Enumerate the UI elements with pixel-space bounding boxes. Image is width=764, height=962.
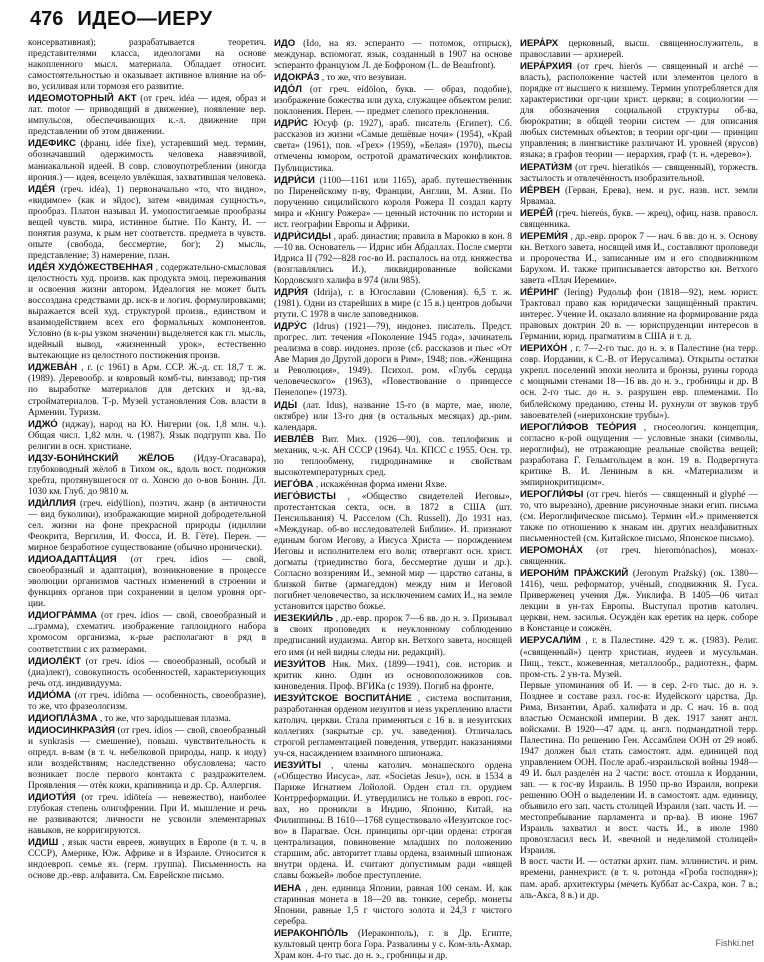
entry-definition: Вит. Мих. (1926—90), сов. теплофизик и механик, ч.-к. АН СССР (1964). Чл. КПСС с 1955. Осн. тр. по теплообмену, гидродинамике и свойствам высокотемпературных сред. (274, 434, 513, 478)
entry-definition: церковный, высш. священнослужитель, в православии — архиерей. (520, 39, 758, 61)
entry-headword: ИДИОЛЕ́КТ (28, 655, 81, 667)
dictionary-entry (274, 693, 512, 760)
dictionary-entry (520, 162, 758, 185)
entry-definition: (от греч. ídios — свой, своеобразный и synkrasis — смешение), повыш. чувствительность к опредл. в-вам (в т. ч. небелковой природы, напр. к иоду) или воздействиям; наследственно обусловлена; часто возникает после первого контакта с раздражителем. Проявления — отёк кожи, крапивница и др. Ср. Аллергия. (28, 725, 267, 792)
dictionary-entry (28, 453, 266, 498)
dictionary-entry (28, 38, 266, 93)
watermark: Fishki.net (715, 938, 754, 948)
entry-headword: ИДРИ́С (274, 118, 308, 130)
entry-headword: ИЕРОНИ́М ПРА́ЖСКИЙ (520, 568, 629, 580)
entry-definition: , гносеологич. концепция, согласно к-рой ощущения — условные знаки (символы, иероглифы), не отражающие реальные свойства вещей; разработана Г. Гельмгольцем в кон. 19 в. Подвергнута критике В. И. Лениным в кн. «Материализм и эмпириокритицизм». (520, 422, 758, 488)
entry-definition: (Иераконполь), г. в Др. Египте, культовый центр бога Гора. Развалины у с. Ком-эль-Ахмар. Храм кон. 4-го тыс. до н. э., гробницы и др. (274, 928, 512, 961)
entry-definition: , содержательно-смысловая целостность худ. произв. как продукта эмоц. переживания и освоения жизни автором. Идеалогия не может быть воссоздана средствами др. иск-в и логич. формулировками; выражается всей худ. структурой произв., единством и взаимодействием всех его формальных компонентов. Условно (в к-ры узком значении) выделяется как гл. мысль, идейный вывод, «жизненный урок», естественно вытекающие из целостного постижения произв. (28, 262, 267, 362)
dictionary-entry (520, 681, 758, 858)
entry-definition: , др.-евр. пророк 7 — нач. 6 вв. до н. э. Основу кн. Ветхого завета, носящей имя И., составляют проповеди и пророчества И., записанные им и его сподвижником Барухом. И. также приписывается авторство кн. Ветхого завета «Плач Иеремии». (520, 231, 758, 286)
dictionary-entry (520, 208, 758, 231)
entry-headword: ИЕЗЕКИИ́ЛЬ (274, 613, 333, 625)
dictionary-entry (274, 613, 512, 658)
entry-headword: ИЕГО́ВА (274, 478, 314, 490)
dictionary-entry (28, 792, 266, 837)
entry-definition: , г. (с 1961) в Арм. ССР. Ж.-д. ст. 18,7 т. ж. (1989). Деревообр. и ковровый комб-ты, винзавод; пр-тия по выработке материалов для детских и зд.-ва, стройматериалов. Т-р. Музей установления Сов. власти в Армении. Туризм. (28, 363, 267, 418)
entry-definition: (Ido, на яз. эсперанто — потомок, отпрыск), междунар. вспомогат. язык, созданный в 1907 на основе эсперанто французом Л. де Бофроном (L. de Beaufront). (274, 39, 512, 72)
entry-definition: , «Общество свидетелей Иеговы», протестантская секта, осн. в 1872 в США (шт. Пенсильвания) Ч. Расселом (Ch. Russell). До 1931 наз. «Междунар. об-во исследователей Библии». И. признают единым богом Иегову, а Иисуса Христа — порождением Иеговы и исполнителем его воли; отвергают осн. христ. догматы (триединство бога, бессмертие души и др.). Согласно воззрениям И., земной мир — царство сатаны, в близкой битве (армагеддон) между ним и Иеговой погибнет человечество, за исключением самих И., на земле установится царство божье. (274, 491, 513, 613)
entry-definition: (греч. hiereús, букв. — жрец), офиц. назв. правосл. священника. (520, 208, 758, 230)
entry-definition: (от греч. hieromónachos), монах-священник. (520, 546, 759, 568)
page-number: 476 (30, 8, 64, 30)
dictionary-entry (274, 231, 512, 287)
entry-definition: (от греч. ídios — свой, своеобразный и адаптация), возникновение в процессе эволюции организмов частных изменений в строении и функциях органов при сохранении в целом уровня орг-ции. (28, 555, 267, 610)
entry-headword: ИДИОПЛА́ЗМА (28, 712, 98, 724)
entry-headword: ИДИОАДАПТА́ЦИЯ (28, 554, 117, 566)
dictionary-entry (520, 857, 758, 901)
entry-definition: (от греч. idéa — идея, образ и лат. motor — приводящий в движение), появление вер. импульсов, обеспечивающих к.-л. движение при представлении об этом движении. (28, 94, 266, 138)
entry-definition: , система воспитания, разработанная орденом иезуитов и иезs укреплению власти католич. церкви. Стала применяться с 16 в. в иезуитских коллегиях (закрытые ср. уч. заведения). Отличалась строгой регламентацией поведения, утвердит. наказаниями уч-ся, насаждением взаимного шпионажа. (274, 693, 512, 759)
entry-headword: ИДИ́ЛЛИЯ (28, 497, 76, 509)
entry-definition: (Idrija), г. в Югославии (Словения). 6,5 т. ж. (1981). Одни из старейших в мире (с 15 в.) центров добычи ртути. С 1978 в числе заповедников. (274, 288, 513, 321)
entry-headword: ИДЫ́ (274, 399, 298, 411)
entry-definition: (от греч. hierós — священный и arché — власть), расположение частей или элементов целого в порядке от высшего к низшему. Термин употребляется для характеристики орг-ции христ. церкви; в социологии — для обозначения социальной структуры об-ва, бюрократии; в общей теории систем — для описания любых системных объектов; в теории орг-ции — принцип управления; в лингвистике различают И. уровней (ярусов) языка; в графов теории — иерархия, граф (т. н. «дерево»). (520, 62, 759, 161)
entry-headword: ИДОКРА́З (274, 72, 320, 84)
entry-definition: , араб. династия; правила в Марокко в кон. 8—10 вв. Основатель — Идрис ибн Абдаллах. После смерти Идриса II (792—828 гос-во И. распалось на отд. княжества (возглавлялись И.), ликвидированные войсками Кордовского халифа в 974 (или 985). (274, 231, 512, 286)
dictionary-entry (28, 138, 266, 183)
entry-definition: (от греч. hieratikós — священный), торжеств. застылость и отвлечённость изобразительной. (520, 162, 758, 184)
dictionary-entry (28, 262, 266, 362)
entry-definition: (Jeronym Pražský) (ок. 1380—1416), чеш. реформатор, учёный, сподвижник Я. Гуса. Приверженец учения Дж. Уиклифа. В 1405—06 читал лекции в ун-тах Европы. Выступал против католич. церкви, нем. засилья. Осуждён как еретик на церк. соборе в Констанце и сожжён. (520, 569, 759, 635)
dictionary-entry (274, 883, 512, 928)
entry-headword: ИДЗУ-БОНИ́НСКИЙ ЖЁЛОБ (28, 452, 175, 464)
entry-definition: Юсуф (р. 1927), араб. писатель (Египет). Сб. рассказов из жизни «Самые дешёвые ночи» (1954), «Край света» (1961), пов. «Грех» (1959), «Белая» (1970), пьесы отмечены юмором, остротой драматических конфликтов. Публицистика. (274, 119, 512, 174)
entry-definition: консервативная); разрабатывается теоретич. представителями класса, идеологами на основе накопленного мысл. материала. Обладает относит. самостоятельностью и оказывает активное влияние на об-во, усиливая или тормозя его развитие. (28, 38, 266, 93)
entry-headword: ИЕНА (274, 882, 302, 894)
entry-definition: (греч. eidýllion), поэтич. жанр (в античности — вид буколики), изображающие мирной добродетельной сел. жизни на фоне прекрасной природы (идиллии Феокрита, Вергилия, И. Фосса, И. В. Гёте). Перен. — мирное безработное существование (обычно иронически). (28, 498, 266, 554)
dictionary-entry (274, 321, 512, 399)
entry-headword: ИДРИ́СИ (274, 174, 315, 186)
entry-definition: (от греч. eídōlon, букв. — образ, подобие), изображение божества или духа, служащее объектом религ. поклонения. Перен. — предмет слепого преклонения. (274, 85, 513, 118)
entry-definition: , др.-евр. пророк 7—6 вв. до н. э. Призывал в своих проповедях к неуклонному соблюдению предписаний иудаизма. Автор кн. Ветхого завета, носящей его имя (и ней видны следы ни. редакций). (274, 614, 513, 658)
entry-headword: ИЕ́РИНГ (520, 287, 559, 299)
entry-definition: , г. в Палестине. 429 т. ж. (1983). Религ. («священный») центр христиан, иудеев и мусульман. Пищ., текст., кожевенная, металлообр., радиотехн., фарм. пром-сть. 2 ун-та. Музей. (520, 636, 758, 680)
entry-headword: ИЕЗУИ́ТСКОЕ ВОСПИТА́НИЕ (274, 692, 412, 704)
dictionary-entry (28, 362, 266, 418)
dictionary-entry (520, 635, 758, 680)
dictionary-entry (520, 422, 758, 489)
dictionary-entry (274, 760, 512, 883)
dictionary-entry (274, 491, 512, 614)
entry-definition: (лат. Idus), название 15-го (в марте, мае, июле, октябре) или 13-го дня (в остальных месяцах) др.-рим. календаря. (274, 400, 512, 433)
dictionary-entry (28, 725, 266, 792)
dictionary-entry (274, 118, 512, 174)
entry-headword: ИДРУ́С (274, 321, 307, 333)
dictionary-entry (274, 72, 512, 84)
dictionary-entry (28, 93, 266, 138)
dictionary-entry (274, 38, 512, 72)
entry-headword: ИЕ́РВЕН (520, 184, 560, 196)
entry-definition: , язык части евреев, живущих в Европе (в т. ч. в СССР), Америке, Юж. Африке и в Израиле. Относится к индоевроп. семье яз. (герм. группа). Письменность на основе др.-евр. алфавита. См. Еврейское письмо. (28, 838, 266, 882)
entry-headword: ИДРИ́Я (274, 287, 308, 299)
dictionary-entry (520, 61, 758, 161)
entry-headword: ИЕРАТИ́ЗМ (520, 161, 573, 173)
entry-definition: (1100—1161 или 1165), араб. путешественник по Пиренейскому п-ву, Франции, Англии, М. Азии. По поручению сицилийского короля Рожера II создал карту мира и «Книгу Рожера» — ценный источник по истории и ист. географии Европы и Африки. (274, 175, 513, 230)
dictionary-entry (274, 434, 512, 479)
entry-definition: , то же, что зародышевая плазма. (99, 713, 231, 724)
entry-headword: ИЕРАКОНПО́ЛЬ (274, 927, 349, 939)
dictionary-entry (28, 713, 266, 725)
entry-definition: (Idrus) (1921—79), индонез. писатель. Предст. прогрес. лит. течения «Поколение 1945 года», зачинатель реализма в совр. индонез. прозе (сб. рассказов и пьес «От Аве Мария до Другой дороги в Рим», 1948; пов. «Женщина и Революция», 1949). Психол. ром. «Глубь сердца человеческого» (1963), «Повествование о принцессе Пенелопе» (1973). (274, 322, 513, 399)
entry-definition: (от греч. idíōma — особенность, своеобразие), то же, что фразеологизм. (28, 690, 267, 712)
dictionary-entry (274, 175, 512, 231)
dictionary-entry (520, 185, 758, 208)
entry-headword: ИДЖЕВА́Н (28, 362, 78, 374)
entry-headword: ИЕРЕМИ́Я (520, 230, 568, 242)
entry-headword: ИДЕФИКС (28, 138, 76, 150)
entry-headword: ИЕРОГЛИ́ФЫ (520, 488, 584, 500)
dictionary-entry (274, 659, 512, 693)
entry-headword: ИДИОТИ́Я (28, 792, 76, 804)
entry-headword: ИДЖО́ (28, 418, 58, 430)
column-middle (274, 38, 513, 961)
entry-definition: (Герван, Ерева), нем. и рус. назв. ист. земли Ярвамаа. (520, 185, 758, 207)
entry-headword: ИДИОГРА́ММА (28, 610, 97, 622)
entry-definition: , искажённая форма имени Яхве. (315, 479, 447, 490)
entry-headword: ИДЕОМОТОРНЫЙ АКТ (28, 93, 137, 105)
entry-headword: ИЕРА́РХ (520, 38, 559, 49)
dictionary-entry (28, 184, 266, 262)
dictionary-entry (28, 419, 266, 453)
dictionary-entry (274, 928, 512, 962)
dictionary-entry (28, 498, 266, 554)
entry-headword: ИЕЗУИ́ТОВ (274, 658, 326, 670)
entry-headword: ИЕРЕ́Й (520, 207, 553, 219)
entry-definition: , то же, что везувиан. (321, 73, 407, 84)
entry-definition: (иджау), народ на Ю. Нигерии (ок. 1,8 млн. ч.). Общая числ. 1,82 млн. ч. (1987). Язык подгрупп ква. По религии в осн. христиане. (28, 419, 267, 452)
dictionary-entry (520, 38, 758, 61)
entry-definition: (Идзу-Огасавара), глубоководный жёлоб в Тихом ок., вдоль вост. подножия хребта, протянувшегося от о. Хонсю до о-вов Бонин. Дл. 1030 км. Глуб. до 9810 м. (28, 453, 266, 497)
dictionary-entry (520, 489, 758, 545)
entry-definition: (от греч. idiōteía — невежество), наиболее глубокая степень олигофрении. При И. мышление и речь не развиваются; личности не усвоили элементарных навыков, не корригируются. (28, 793, 267, 837)
page-header (30, 8, 754, 36)
column-left (28, 38, 266, 938)
entry-headword: ИДЕ́Я (28, 183, 56, 195)
entry-definition: (Iering) Рудольф фон (1818—92), нем. юрист. Трактовал право как юридически защищённый практич. интерес. Учение И. оказало влияние на формирование ряда правовых доктрин 20 в. — юриспруденции интересов в Германии, юрид. прагматизм в США и т. д. (520, 288, 758, 343)
dictionary-entry (28, 554, 266, 610)
entry-headword: ИДИОСИНКРАЗИ́Я (28, 724, 115, 736)
dictionary-entry (274, 479, 512, 491)
entry-headword: ИЕРА́РХИЯ (520, 61, 573, 73)
entry-headword: ИЕГО́ВИСТЫ (274, 490, 336, 502)
entry-definition: , члены католич. монашеского ордена («Общество Иисуса», лат. «Societas Jesu»), осн. в 1534 в Париже Игнатием Лойолой. Орден стал гл. орудием Контрреформации. И. утвердились не только в европ. гос-вах, но проникли в Индию, Японию, Китай, на Филиппины. В 1610—1768 существовало «Иезуитское гос-во» в Парагвае. Осн. принципы орг-ции ордена: строгая централизация, повиновение младших по положению старшим, абс. авторитет главы ордена, взаимный шпионаж внутри ордена. И. считают допустимым ради «вящей славы божьей» любое преступление. (274, 761, 513, 882)
entry-definition: (греч. idéa), 1) первоначально «то, что видно», «видимое» (как и эйдос), затем «видимая сущность», прообраз. Платон называл И. умопостигаемые прообразы вещей чувств. мира, истинное бытие. По Канту, И. — понятия разума, к рым нет соответств. предмета в чувств. опыте (свобода, бессмертие, бог); 2) мысль, представление; 3) намерение, план. (28, 184, 267, 261)
entry-headword: ИДИО́МА (28, 689, 72, 701)
entry-headword: ИЕРОГЛИ́ФОВ ТЕО́РИЯ (520, 421, 637, 433)
dictionary-entry (28, 656, 266, 690)
entry-headword: ИДО (274, 38, 296, 49)
entry-headword: ИДЕ́Я ХУДО́ЖЕСТВЕННАЯ (28, 261, 153, 273)
entry-headword: ИЕВЛЕ́В (274, 433, 315, 445)
entry-headword: ИДО́Л (274, 84, 302, 96)
entry-headword: ИДРИ́СИДЫ (274, 230, 332, 242)
entry-definition: Первые упоминания об И. — в сер. 2-го тыс. до н. э. Позднее в составе разл. гос-в: Иудейского царства, Др. Рима, Византии, Араб. халифата и др. С нач. 16 в. под властью Османской империи. В дек. 1917 занят англ. войсками. В 1920—47 адм. ц. англ. подмандатной терр. Палестина. По решению Ген. Ассамблеи ООН от 29 нояб. 1947 должен был стать самостоят. адм. единицей под управлением ООН. После араб.-израильской войны 1948—49 И. был разделён на 2 части: вост. отошла к Иордании, зап. — к гос-ву Израиль. В 1950 пр-во Израиля, вопреки решению ООН о выделении И. в самостоят. адм. единицу, объявило его зап. часть столицей Израиля (зап. часть И. — местопребывание парламента и пр-ва). В июне 1967 Израиль захватил и вост. часть И., в июле 1980 провозгласил весь И. «вечной и неделимой столицей» Израиля. (520, 680, 758, 857)
entry-definition: (от греч. ídios — свой, своеобразный и ...грамма), схематич. изображение гаплоидного набора хромосом организма, к-рые располагают в ряд в соответствии с их размерами. (28, 611, 267, 655)
entry-definition: (франц. idée fixe), устаревший мед. термин, обозначавший одержимость человека навязчивой, маниакальной идеей. В совр. словоупотреблении (иногда ирония.) — идея, всецело увлёкшая, захватившая человека. (28, 139, 266, 183)
dictionary-entry (28, 837, 266, 882)
dictionary-entry (520, 568, 758, 635)
entry-definition: , г. 7—2-го тыс. до н. э. в Палестине (на терр. совр. Иордании, к С.-В. от Иерусалима). Открыты остатки укрепл. поселений эпохи неолита и бронзы, руины города с мощными стенами 18—16 вв. до н. э., гробницы и др. В осн. 2-го тыс. до н. э. разрушен евр. племенами. По библейскому преданию, стены И. рухнули от звуков труб завоевателей («иерихонские трубы»). (520, 344, 759, 421)
entry-headword: ИЕРУСАЛИ́М (520, 635, 581, 647)
entry-definition: (от греч. ídios — своеобразный, особый и (диа)лект), совокупность особенностей, характеризующих речь отд. индивидуума. (28, 656, 266, 689)
entry-headword: ИЕРОМОНА́Х (520, 545, 583, 557)
dictionary-entry (520, 545, 758, 568)
running-title: ИДЕО—ИЕРУ (77, 8, 213, 30)
entry-headword: ИЕЗУИ́ТЫ (274, 760, 322, 771)
entry-headword: ИДИШ (28, 837, 59, 849)
column-right (520, 38, 758, 938)
dictionary-entry (520, 287, 758, 343)
dictionary-entry (520, 343, 758, 421)
entry-definition: Ник. Мих. (1899—1941), сов. историк и критик кино. Один из основоположников сов. киноведения. Проф. ВГИКа (с 1939). Погиб на фронте. (274, 659, 512, 692)
entry-definition: , ден. единица Японии, равная 100 сенам. И. как старинная монета в 18—20 вв. тонкие, серебр. монеты Японии, равные 1,5 г чистого золота и 24,3 г чистого серебра. (274, 883, 512, 927)
dictionary-entry (28, 690, 266, 713)
dictionary-entry (274, 84, 512, 118)
entry-definition: В вост. части И. — остатки архит. пам. эллинистич. и рим. времени, раннехрист. (в т. ч. ротонда «Гроба господня»); пам. араб. архитектуры (мечеть Куббат ас-Сахра, кон. 7 в.; аль-Акса, 8 в.) и др. (520, 857, 758, 901)
entry-headword: ИЕРИХО́Н (520, 343, 568, 355)
dictionary-entry (28, 610, 266, 655)
dictionary-entry (520, 231, 758, 287)
dictionary-entry (274, 400, 512, 434)
dictionary-entry (274, 287, 512, 321)
entry-definition: (от греч. hierós — священный и glyphé — то, что вырезано), древние рисуночные знаки егип. письма (см. Иероглифическое письмо). Термин «И.» применяется также по отношению к знакам ин. других неалфавитных письменностей (см. Китайское письмо, Японское письмо). (520, 489, 758, 545)
